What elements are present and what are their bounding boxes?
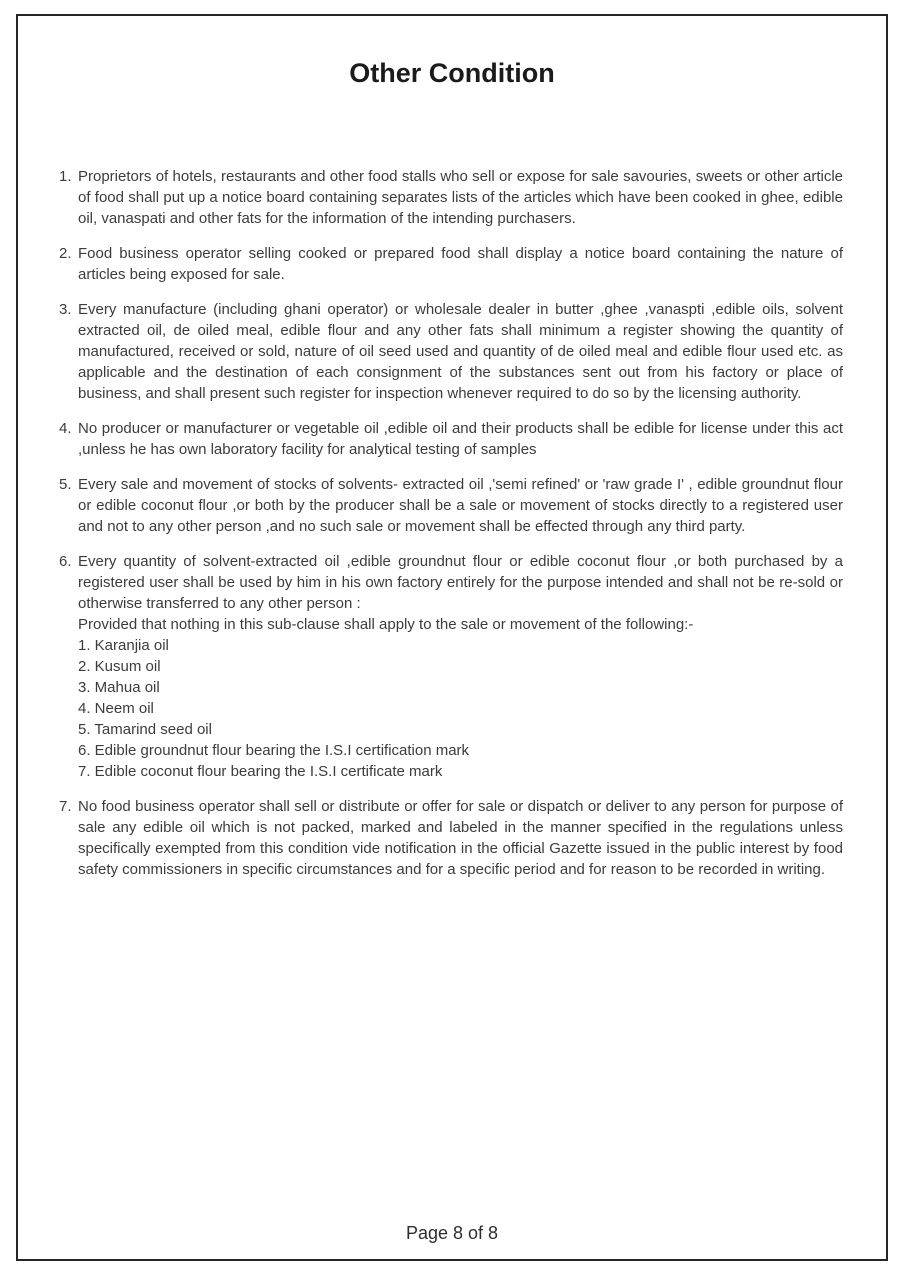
list-item-sub-line: 3. Mahua oil xyxy=(78,679,160,696)
list-item-text: No producer or manufacturer or vegetable oil ,edible oil and their products shall be edible for license under this act ,unless he has own laboratory facility for analytical testing of samples xyxy=(78,420,843,458)
list-item-number: 7. xyxy=(59,798,72,815)
list-item xyxy=(59,796,843,880)
list-item-text: Food business operator selling cooked or prepared food shall display a notice board containing the nature of articles being exposed for sale. xyxy=(78,245,843,283)
list-item-sub-line: Provided that nothing in this sub-clause shall apply to the sale or movement of the following:- xyxy=(78,616,694,633)
list-item-number: 1. xyxy=(59,168,72,185)
list-item-sub-line: 7. Edible coconut flour bearing the I.S.I certificate mark xyxy=(78,763,443,780)
list-item-number: 6. xyxy=(59,553,72,570)
list-item-text: Proprietors of hotels, restaurants and other food stalls who sell or expose for sale savouries, sweets or other article of food shall put up a notice board containing separates lists of the articles which have been cooked in ghee, edible oil, vanaspati and other fats for the information of the intending purchasers. xyxy=(78,168,843,227)
list-item-body xyxy=(78,796,843,880)
list-item-sub-line: 4. Neem oil xyxy=(78,700,154,717)
list-item xyxy=(59,299,843,404)
list-item-text: No food business operator shall sell or distribute or offer for sale or dispatch or deliver to any person for purpose of sale any edible oil which is not packed, marked and labeled in the manner specified in the regulations unless specifically exempted from this condition vide notification in the official Gazette issued in the public interest by food safety commissioners in specific circumstances and for a specific period and for reason to be recorded in writing. xyxy=(78,798,843,878)
list-item-sub-line: 1. Karanjia oil xyxy=(78,637,169,654)
list-item-text: Every quantity of solvent-extracted oil ,edible groundnut flour or edible coconut flour ,or both purchased by a registered user shall be used by him in his own factory entirely for the purpose intended and shall not be re-sold or otherwise transferred to any other person : xyxy=(78,553,843,612)
list-item-text: Every sale and movement of stocks of solvents- extracted oil ,'semi refined' or 'raw grade I' , edible groundnut flour or edible coconut flour ,or both by the producer shall be a sale or movement of stocks directly to a registered user and not to any other person ,and no such sale or movement shall be effected through any third party. xyxy=(78,476,843,535)
conditions-list xyxy=(0,166,904,880)
list-item-body xyxy=(78,418,843,460)
list-item-number: 3. xyxy=(59,301,72,318)
page-title: Other Condition xyxy=(349,58,555,88)
list-item xyxy=(59,551,843,782)
list-item xyxy=(59,243,843,285)
list-item xyxy=(59,474,843,537)
list-item-sub-line: 2. Kusum oil xyxy=(78,658,161,675)
list-item-body xyxy=(78,166,843,229)
list-item-text: Every manufacture (including ghani operator) or wholesale dealer in butter ,ghee ,vanaspti ,edible oils, solvent extracted oil, de oiled meal, edible flour and any other fats shall minimum a register showing the quantity of manufactured, received or sold, nature of oil seed used and quantity of de oiled meal and edible flour used etc. as applicable and the destination of each consignment of the substances sent out from his factory or place of business, and shall present such register for inspection whenever required to do so by the licensing authority. xyxy=(78,301,843,402)
list-item-number: 2. xyxy=(59,245,72,262)
page-number: Page 8 of 8 xyxy=(405,1223,499,1243)
list-item-body xyxy=(78,299,843,404)
list-item-number: 4. xyxy=(59,420,72,437)
list-item-sub-line: 5. Tamarind seed oil xyxy=(78,721,212,738)
list-item xyxy=(59,166,843,229)
list-item xyxy=(59,418,843,460)
list-item-number: 5. xyxy=(59,476,72,493)
list-item-body xyxy=(78,551,843,782)
list-item-sub-line: 6. Edible groundnut flour bearing the I.S.I certification mark xyxy=(78,742,470,759)
list-item-body xyxy=(78,474,843,537)
list-item-body xyxy=(78,243,843,285)
